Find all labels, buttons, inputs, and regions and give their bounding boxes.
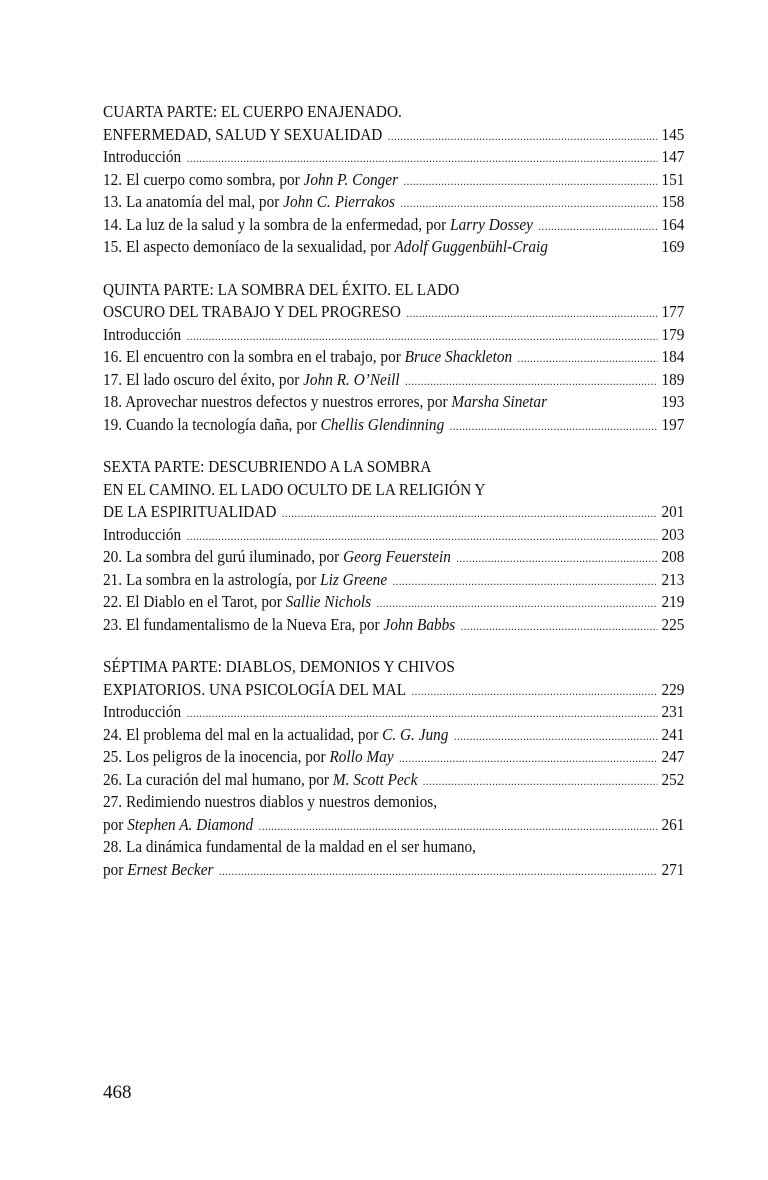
dot-leader — [454, 725, 658, 748]
page-ref: 241 — [661, 724, 685, 744]
dot-leader — [518, 347, 658, 370]
section-heading-entry[interactable] — [103, 501, 684, 524]
section-heading-entry[interactable] — [103, 301, 684, 324]
toc-entry-text: 23. El fundamentalismo de la Nueva Era, por — [103, 614, 384, 634]
toc-entry-title — [103, 236, 548, 259]
page-ref: 261 — [661, 814, 685, 834]
toc-entry[interactable] — [103, 859, 684, 882]
toc-entry-author: Sallie Nichols — [285, 592, 372, 611]
toc-entry-title-line: 27. Redimiendo nuestros diablos y nuestros demonios, — [103, 792, 438, 811]
page-ref: 201 — [661, 502, 685, 521]
toc-entry-text: 14. La luz de la salud y la sombra de la enfermedad, por — [103, 214, 451, 234]
toc-entry[interactable] — [103, 546, 684, 569]
page-ref: 177 — [661, 302, 685, 321]
toc-entry-title — [103, 391, 547, 414]
toc-entry-title — [103, 859, 213, 882]
page-ref: 145 — [661, 124, 685, 144]
toc-entry-text: Introducción — [103, 524, 182, 544]
toc-entry-text: 24. El problema del mal en la actualidad, por — [103, 724, 383, 744]
dot-leader — [388, 125, 658, 148]
toc-entry-author: Ernest Becker — [127, 859, 214, 879]
toc-entry-text: 21. La sombra en la astrología, por — [103, 569, 321, 589]
toc-entry-title — [103, 746, 394, 769]
section-heading-text: EXPIATORIOS. UNA PSICOLOGÍA DEL MAL — [103, 679, 407, 699]
toc-entry-author: Marsha Sinetar — [451, 392, 548, 411]
dot-leader — [411, 680, 657, 703]
toc-entry-author: John R. O’Neill — [303, 369, 400, 389]
toc-entry-text: 12. El cuerpo como sombra, por — [103, 169, 304, 189]
toc-entry[interactable] — [103, 191, 684, 214]
toc-entry-author: Stephen A. Diamond — [127, 814, 254, 834]
toc-entry-title — [103, 724, 448, 747]
toc-entry[interactable] — [103, 701, 684, 724]
page-ref: 208 — [661, 547, 685, 566]
page-ref: 189 — [661, 369, 685, 389]
page-ref: 231 — [661, 702, 685, 721]
toc-entry-title — [103, 146, 181, 169]
dot-leader — [450, 415, 658, 438]
toc-entry-text: 20. La sombra del gurú iluminado, por — [103, 547, 344, 566]
toc-entry-title — [103, 346, 512, 369]
toc-entry-title — [103, 324, 181, 347]
toc-entry[interactable] — [103, 346, 684, 369]
toc-entry-text: 22. El Diablo en el Tarot, por — [103, 592, 286, 611]
toc-entry-author: John P. Conger — [303, 169, 399, 189]
page-ref: 271 — [661, 859, 685, 879]
toc-entry-title — [103, 524, 181, 547]
page-ref: 197 — [661, 414, 685, 434]
dot-leader — [259, 815, 658, 838]
page-ref: 219 — [661, 592, 685, 611]
section-heading-line: CUARTA PARTE: EL CUERPO ENAJENADO. — [103, 102, 402, 121]
dot-leader — [461, 615, 658, 638]
toc-entry[interactable] — [103, 414, 684, 437]
toc-entry[interactable] — [103, 169, 684, 192]
page-ref: 247 — [661, 747, 685, 766]
toc-entry[interactable] — [103, 236, 684, 259]
toc-entry-text: 16. El encuentro con la sombra en el trabajo, por — [103, 347, 405, 366]
toc-entry-author: John Babbs — [383, 614, 456, 634]
toc-entry-title — [103, 569, 387, 592]
page-ref: 147 — [661, 147, 685, 166]
toc-entry-text: 15. El aspecto demoníaco de la sexualidad, por — [103, 237, 395, 256]
toc-entry-title — [103, 814, 253, 837]
toc-entry-author: Bruce Shackleton — [404, 347, 513, 366]
dot-leader — [405, 370, 657, 393]
toc-entry[interactable] — [103, 591, 684, 614]
table-of-contents — [103, 101, 684, 901]
toc-entry-text: 18. Aprovechar nuestros defectos y nuestros errores, por — [103, 392, 452, 411]
page-ref: 184 — [661, 347, 685, 366]
toc-entry-author: Georg Feuerstein — [343, 547, 451, 566]
toc-entry-text: 26. La curación del mal humano, por — [103, 769, 333, 789]
dot-leader — [399, 747, 657, 770]
page-ref: 193 — [661, 392, 685, 411]
section-heading-line: QUINTA PARTE: LA SOMBRA DEL ÉXITO. EL LADO — [103, 279, 460, 299]
toc-entry-text: 19. Cuando la tecnología daña, por — [103, 414, 321, 434]
toc-entry[interactable] — [103, 324, 684, 347]
toc-entry-author: C. G. Jung — [382, 724, 449, 744]
toc-entry[interactable] — [103, 769, 684, 792]
page-ref: 252 — [661, 769, 685, 789]
toc-section — [103, 279, 684, 437]
toc-entry-author: M. Scott Peck — [332, 769, 418, 789]
toc-entry-text: Introducción — [103, 702, 182, 721]
toc-entry[interactable] — [103, 746, 684, 769]
toc-entry[interactable] — [103, 369, 684, 392]
toc-entry-title — [103, 169, 398, 192]
toc-entry-text: 17. El lado oscuro del éxito, por — [103, 369, 304, 389]
toc-entry-author: Rollo May — [329, 747, 394, 766]
dot-leader — [282, 502, 658, 525]
dot-leader — [538, 215, 657, 238]
dot-leader — [400, 192, 657, 215]
toc-entry-title — [103, 769, 417, 792]
toc-entry-title — [103, 701, 181, 724]
section-heading-line: EN EL CAMINO. EL LADO OCULTO DE LA RELIGIÓN Y — [103, 479, 486, 499]
toc-entry-title — [103, 214, 533, 237]
dot-leader — [187, 147, 658, 170]
toc-entry-title-line: 28. La dinámica fundamental de la maldad en el ser humano, — [103, 837, 477, 856]
toc-entry[interactable] — [103, 814, 684, 837]
toc-entry-title — [103, 369, 400, 392]
page-ref: 213 — [661, 569, 685, 589]
page-ref: 179 — [661, 324, 685, 344]
toc-entry[interactable] — [103, 614, 684, 637]
toc-entry[interactable] — [103, 569, 684, 592]
page-number: 468 — [103, 1082, 132, 1103]
section-heading-line: SEXTA PARTE: DESCUBRIENDO A LA SOMBRA — [103, 457, 432, 476]
toc-entry[interactable] — [103, 146, 684, 169]
section-heading-text: DE LA ESPIRITUALIDAD — [103, 502, 277, 521]
page-ref: 229 — [661, 679, 685, 699]
toc-section — [103, 456, 684, 636]
toc-entry-text: por — [103, 814, 128, 834]
dot-leader — [406, 302, 657, 325]
toc-entry-author: John C. Pierrakos — [283, 192, 395, 211]
dot-leader — [456, 547, 657, 570]
toc-entry[interactable] — [103, 391, 684, 414]
toc-section — [103, 656, 684, 881]
toc-entry[interactable] — [103, 214, 684, 237]
toc-section — [103, 101, 684, 259]
toc-entry-author: Liz Greene — [320, 569, 388, 589]
toc-entry[interactable] — [103, 724, 684, 747]
toc-entry-text: 13. La anatomía del mal, por — [103, 192, 284, 211]
dot-leader — [187, 702, 658, 725]
section-heading-entry[interactable] — [103, 679, 684, 702]
toc-entry-title — [103, 414, 444, 437]
toc-entry[interactable] — [103, 524, 684, 547]
toc-entry-title — [103, 591, 371, 614]
toc-entry-title — [103, 614, 455, 637]
toc-entry-text: Introducción — [103, 147, 182, 166]
toc-entry-text: por — [103, 859, 128, 879]
page-ref: 225 — [661, 614, 685, 634]
section-heading-entry[interactable] — [103, 124, 684, 147]
dot-leader — [393, 570, 658, 593]
toc-entry-text: 25. Los peligros de la inocencia, por — [103, 747, 330, 766]
page-ref: 158 — [661, 192, 685, 211]
page-ref: 164 — [661, 214, 685, 234]
toc-entry-text: Introducción — [103, 324, 182, 344]
dot-leader — [187, 325, 658, 348]
dot-leader — [403, 170, 657, 193]
dot-leader — [376, 592, 657, 615]
section-heading-line: SÉPTIMA PARTE: DIABLOS, DEMONIOS Y CHIVOS — [103, 657, 455, 676]
page-ref: 151 — [661, 169, 685, 189]
page-ref: 169 — [661, 237, 685, 256]
toc-entry-author: Chellis Glendinning — [320, 414, 445, 434]
section-heading-text: ENFERMEDAD, SALUD Y SEXUALIDAD — [103, 124, 383, 144]
toc-entry-title — [103, 191, 395, 214]
dot-leader — [219, 860, 658, 883]
toc-entry-title — [103, 546, 451, 569]
dot-leader — [187, 525, 658, 548]
page-ref: 203 — [661, 524, 685, 544]
toc-entry-author: Larry Dossey — [450, 214, 533, 234]
dot-leader — [423, 770, 658, 793]
toc-entry-author: Adolf Guggenbühl-Craig — [394, 237, 548, 256]
section-heading-text: OSCURO DEL TRABAJO Y DEL PROGRESO — [103, 302, 401, 321]
